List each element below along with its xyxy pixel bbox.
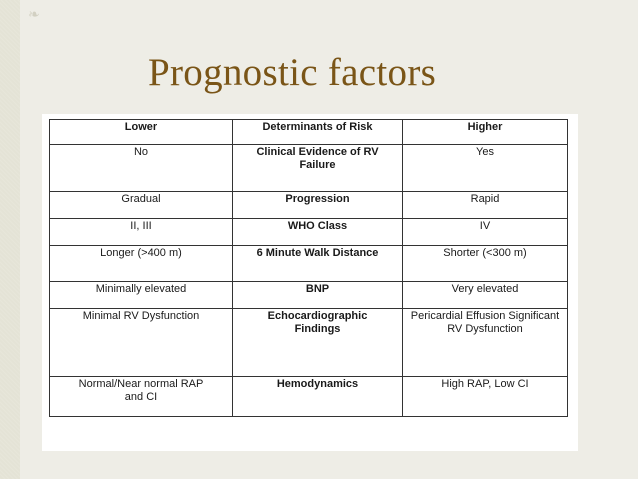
cell-higher: Pericardial Effusion Significant RV Dysfunction [403,309,568,377]
cell-determinant: 6 Minute Walk Distance [233,246,403,282]
cell-determinant: Echocardiographic Findings [233,309,403,377]
cell-lower: II, III [50,219,233,246]
header-higher: Higher [403,120,568,145]
table-row [50,309,568,377]
table-row [50,219,568,246]
prognostic-table [49,119,568,417]
cell-lower: No [50,145,233,192]
cell-higher: IV [403,219,568,246]
header-determinants: Determinants of Risk [233,120,403,145]
cell-determinant: Clinical Evidence of RV Failure [233,145,403,192]
table-row [50,145,568,192]
ornament-icon: ❧ [28,7,40,23]
cell-lower: Minimal RV Dysfunction [50,309,233,377]
header-lower: Lower [50,120,233,145]
cell-determinant: BNP [233,282,403,309]
cell-determinant: Hemodynamics [233,377,403,417]
cell-higher: Shorter (<300 m) [403,246,568,282]
cell-lower: Gradual [50,192,233,219]
cell-higher: Very elevated [403,282,568,309]
cell-determinant: Progression [233,192,403,219]
slide-title: Prognostic factors [148,51,437,94]
cell-higher: Yes [403,145,568,192]
table-row [50,377,568,417]
cell-lower: Minimally elevated [50,282,233,309]
cell-lower: Normal/Near normal RAP and CI [50,377,233,417]
table-row [50,246,568,282]
table-row [50,192,568,219]
table-image [42,114,578,451]
cell-lower: Longer (>400 m) [50,246,233,282]
cell-determinant: WHO Class [233,219,403,246]
table-row [50,282,568,309]
table-header-row [50,120,568,145]
cell-higher: Rapid [403,192,568,219]
cell-higher: High RAP, Low CI [403,377,568,417]
